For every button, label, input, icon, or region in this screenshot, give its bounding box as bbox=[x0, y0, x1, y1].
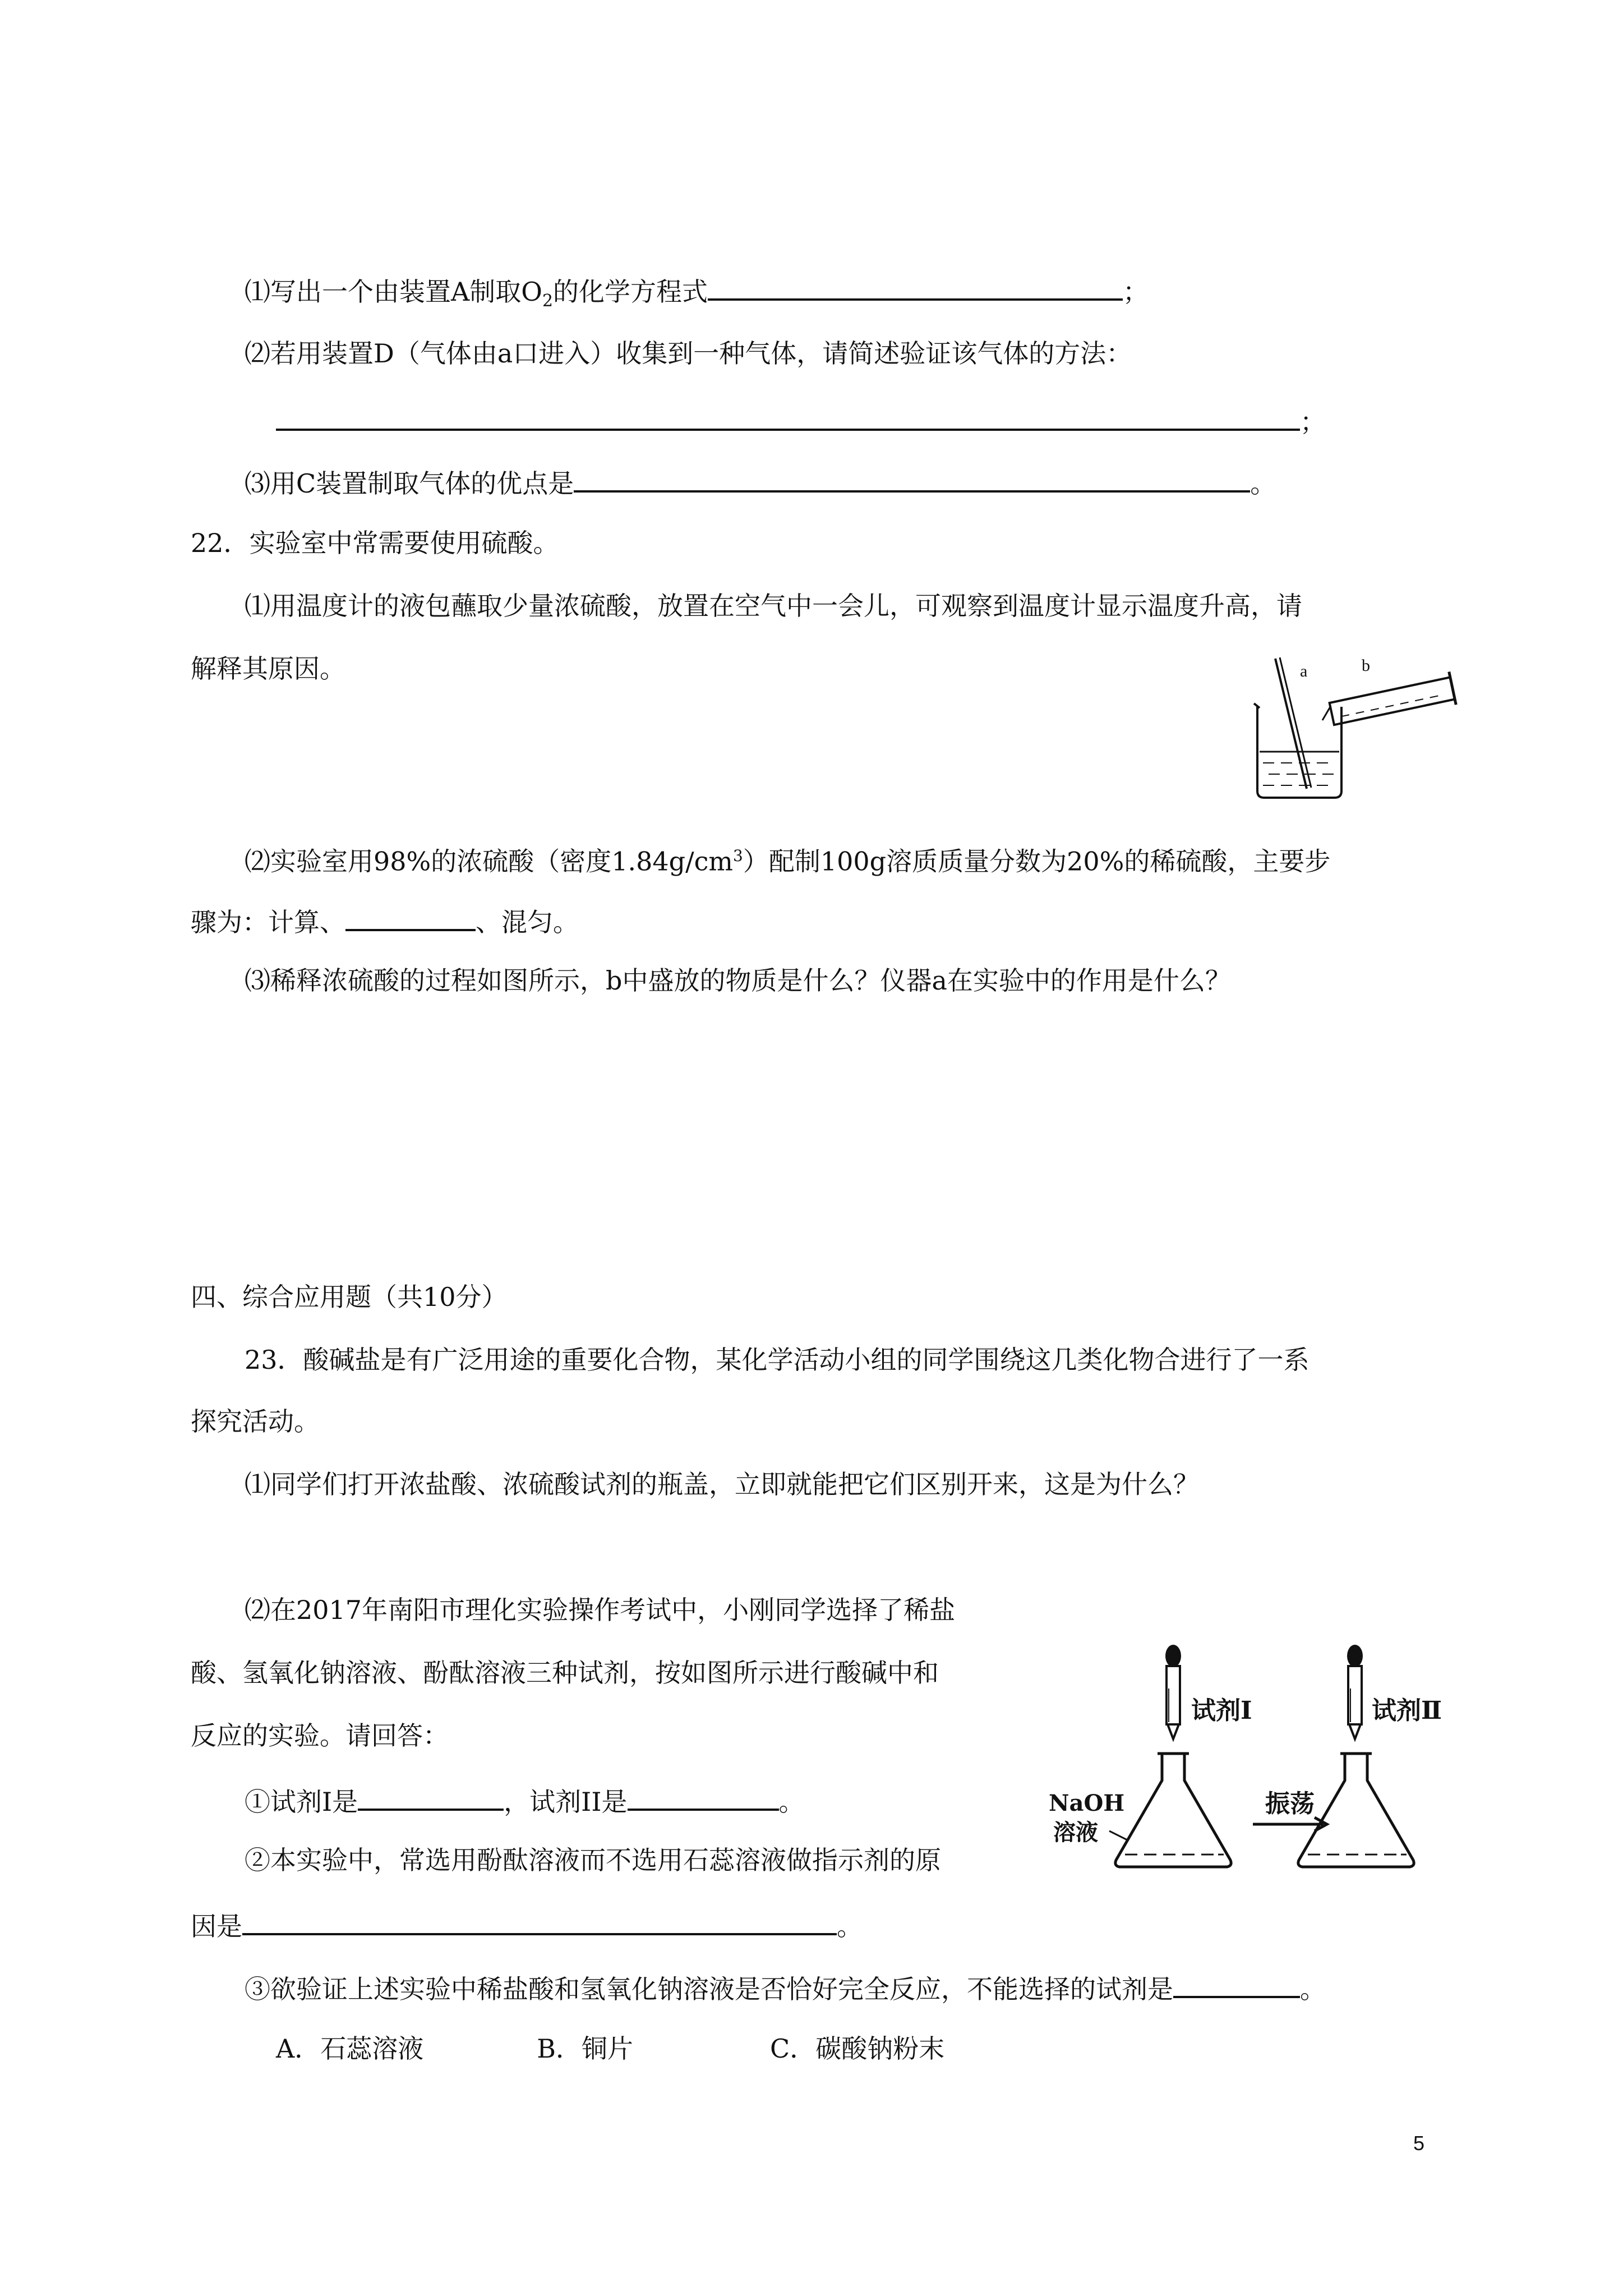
reagent1-blank[interactable] bbox=[358, 1782, 504, 1811]
label-b: b bbox=[1362, 656, 1370, 675]
q23-options bbox=[276, 2032, 944, 2065]
answer-blank[interactable] bbox=[242, 1906, 837, 1935]
option-b[interactable]: B．铜片 bbox=[537, 2033, 634, 2064]
section4-heading: 四、综合应用题（共10分） bbox=[191, 1282, 508, 1312]
label-a: a bbox=[1300, 662, 1308, 680]
q22-part2-line2 bbox=[191, 902, 579, 939]
q21-part3 bbox=[245, 463, 1276, 500]
q21-part1 bbox=[245, 272, 1149, 318]
reagent2-label: 试剂Ⅱ bbox=[1372, 1696, 1442, 1725]
q21-part1-text2: 的化学方程式 bbox=[553, 277, 708, 307]
q23-part2-line1: ⑵在2017年南阳市理化实验操作考试中，小刚同学选择了稀盐 bbox=[245, 1595, 956, 1625]
superscript: 3 bbox=[733, 846, 743, 865]
reagent2-blank[interactable] bbox=[628, 1782, 779, 1811]
answer-blank[interactable] bbox=[1173, 1969, 1300, 1998]
option-c[interactable]: C．碳酸钠粉末 bbox=[770, 2033, 945, 2064]
q23-sub2-text: 因是 bbox=[191, 1911, 242, 1941]
q23-sub3-text: ③欲验证上述实验中稀盐酸和氢氧化钠溶液是否恰好完全反应，不能选择的试剂是 bbox=[245, 1974, 1173, 2004]
solution-label: 溶液 bbox=[1053, 1819, 1098, 1846]
subscript: 2 bbox=[542, 291, 554, 311]
option-a[interactable]: A．石蕊溶液 bbox=[276, 2033, 424, 2064]
q22-part1-line2: 解释其原因。 bbox=[191, 654, 345, 684]
shake-label: 振荡 bbox=[1265, 1789, 1315, 1818]
page-number: 5 bbox=[1413, 2132, 1425, 2155]
q23-sub3 bbox=[245, 1969, 1326, 2006]
punct: 。 bbox=[778, 1787, 805, 1817]
q21-part2-answer bbox=[276, 402, 1326, 439]
q21-part3-text: ⑶用C装置制取气体的优点是 bbox=[245, 468, 574, 499]
q23-part2-line3: 反应的实验。请回答： bbox=[191, 1720, 449, 1751]
punct: 。 bbox=[1300, 1974, 1326, 2004]
punct: 。 bbox=[837, 1911, 863, 1941]
q21-part2: ⑵若用装置D（气体由a口进入）收集到一种气体，请简述验证该气体的方法： bbox=[245, 338, 1132, 369]
q23-sub2-line1: ②本实验中，常选用酚酞溶液而不选用石蕊溶液做指示剂的原 bbox=[245, 1845, 941, 1875]
q22-title: 22．实验室中常需要使用硫酸。 bbox=[191, 528, 559, 558]
neutralization-figure bbox=[1043, 1644, 1469, 1879]
q23-sub1-text2: ，试剂II是 bbox=[504, 1787, 628, 1817]
q23-sub2-line2 bbox=[191, 1906, 863, 1943]
punct: 。 bbox=[1250, 468, 1276, 499]
q22-part2-line1 bbox=[245, 839, 1330, 878]
q23-sub1 bbox=[245, 1782, 805, 1819]
naoh-label: NaOH bbox=[1049, 1790, 1125, 1816]
q21-part1-text: ⑴写出一个由装置A制取O bbox=[245, 277, 542, 307]
dilution-figure bbox=[1246, 651, 1470, 802]
q23-sub1-text: ①试剂I是 bbox=[245, 1787, 358, 1817]
answer-blank[interactable] bbox=[345, 902, 476, 931]
q23-part2-line2: 酸、氢氧化钠溶液、酚酞溶液三种试剂，按如图所示进行酸碱中和 bbox=[191, 1658, 939, 1688]
q22-part3: ⑶稀释浓硫酸的过程如图所示，b中盛放的物质是什么？仪器a在实验中的作用是什么？ bbox=[245, 965, 1231, 996]
answer-blank[interactable] bbox=[574, 463, 1250, 493]
q22-part2-text4: 、混匀。 bbox=[476, 907, 579, 937]
q23-intro-line1: 23．酸碱盐是有广泛用途的重要化合物，某化学活动小组的同学围绕这几类化物合进行了一系 bbox=[245, 1345, 1310, 1375]
punct: ； bbox=[1300, 407, 1326, 437]
q22-part2-text2: ）配制100g溶质质量分数为20%的稀硫酸，主要步 bbox=[743, 846, 1331, 877]
q23-intro-line2: 探究活动。 bbox=[191, 1406, 320, 1437]
answer-blank[interactable] bbox=[276, 402, 1300, 431]
q22-part1-line1: ⑴用温度计的液包蘸取少量浓硫酸，放置在空气中一会儿，可观察到温度计显示温度升高，请 bbox=[245, 591, 1302, 621]
q22-part2-text: ⑵实验室用98%的浓硫酸（密度1.84g/cm bbox=[245, 846, 733, 877]
punct: ； bbox=[1123, 277, 1149, 307]
q23-part1: ⑴同学们打开浓盐酸、浓硫酸试剂的瓶盖，立即就能把它们区别开来，这是为什么？ bbox=[245, 1469, 1199, 1499]
answer-blank[interactable] bbox=[708, 272, 1123, 301]
reagent1-label: 试剂Ⅰ bbox=[1191, 1696, 1252, 1725]
q22-part2-text3: 骤为：计算、 bbox=[191, 907, 345, 937]
